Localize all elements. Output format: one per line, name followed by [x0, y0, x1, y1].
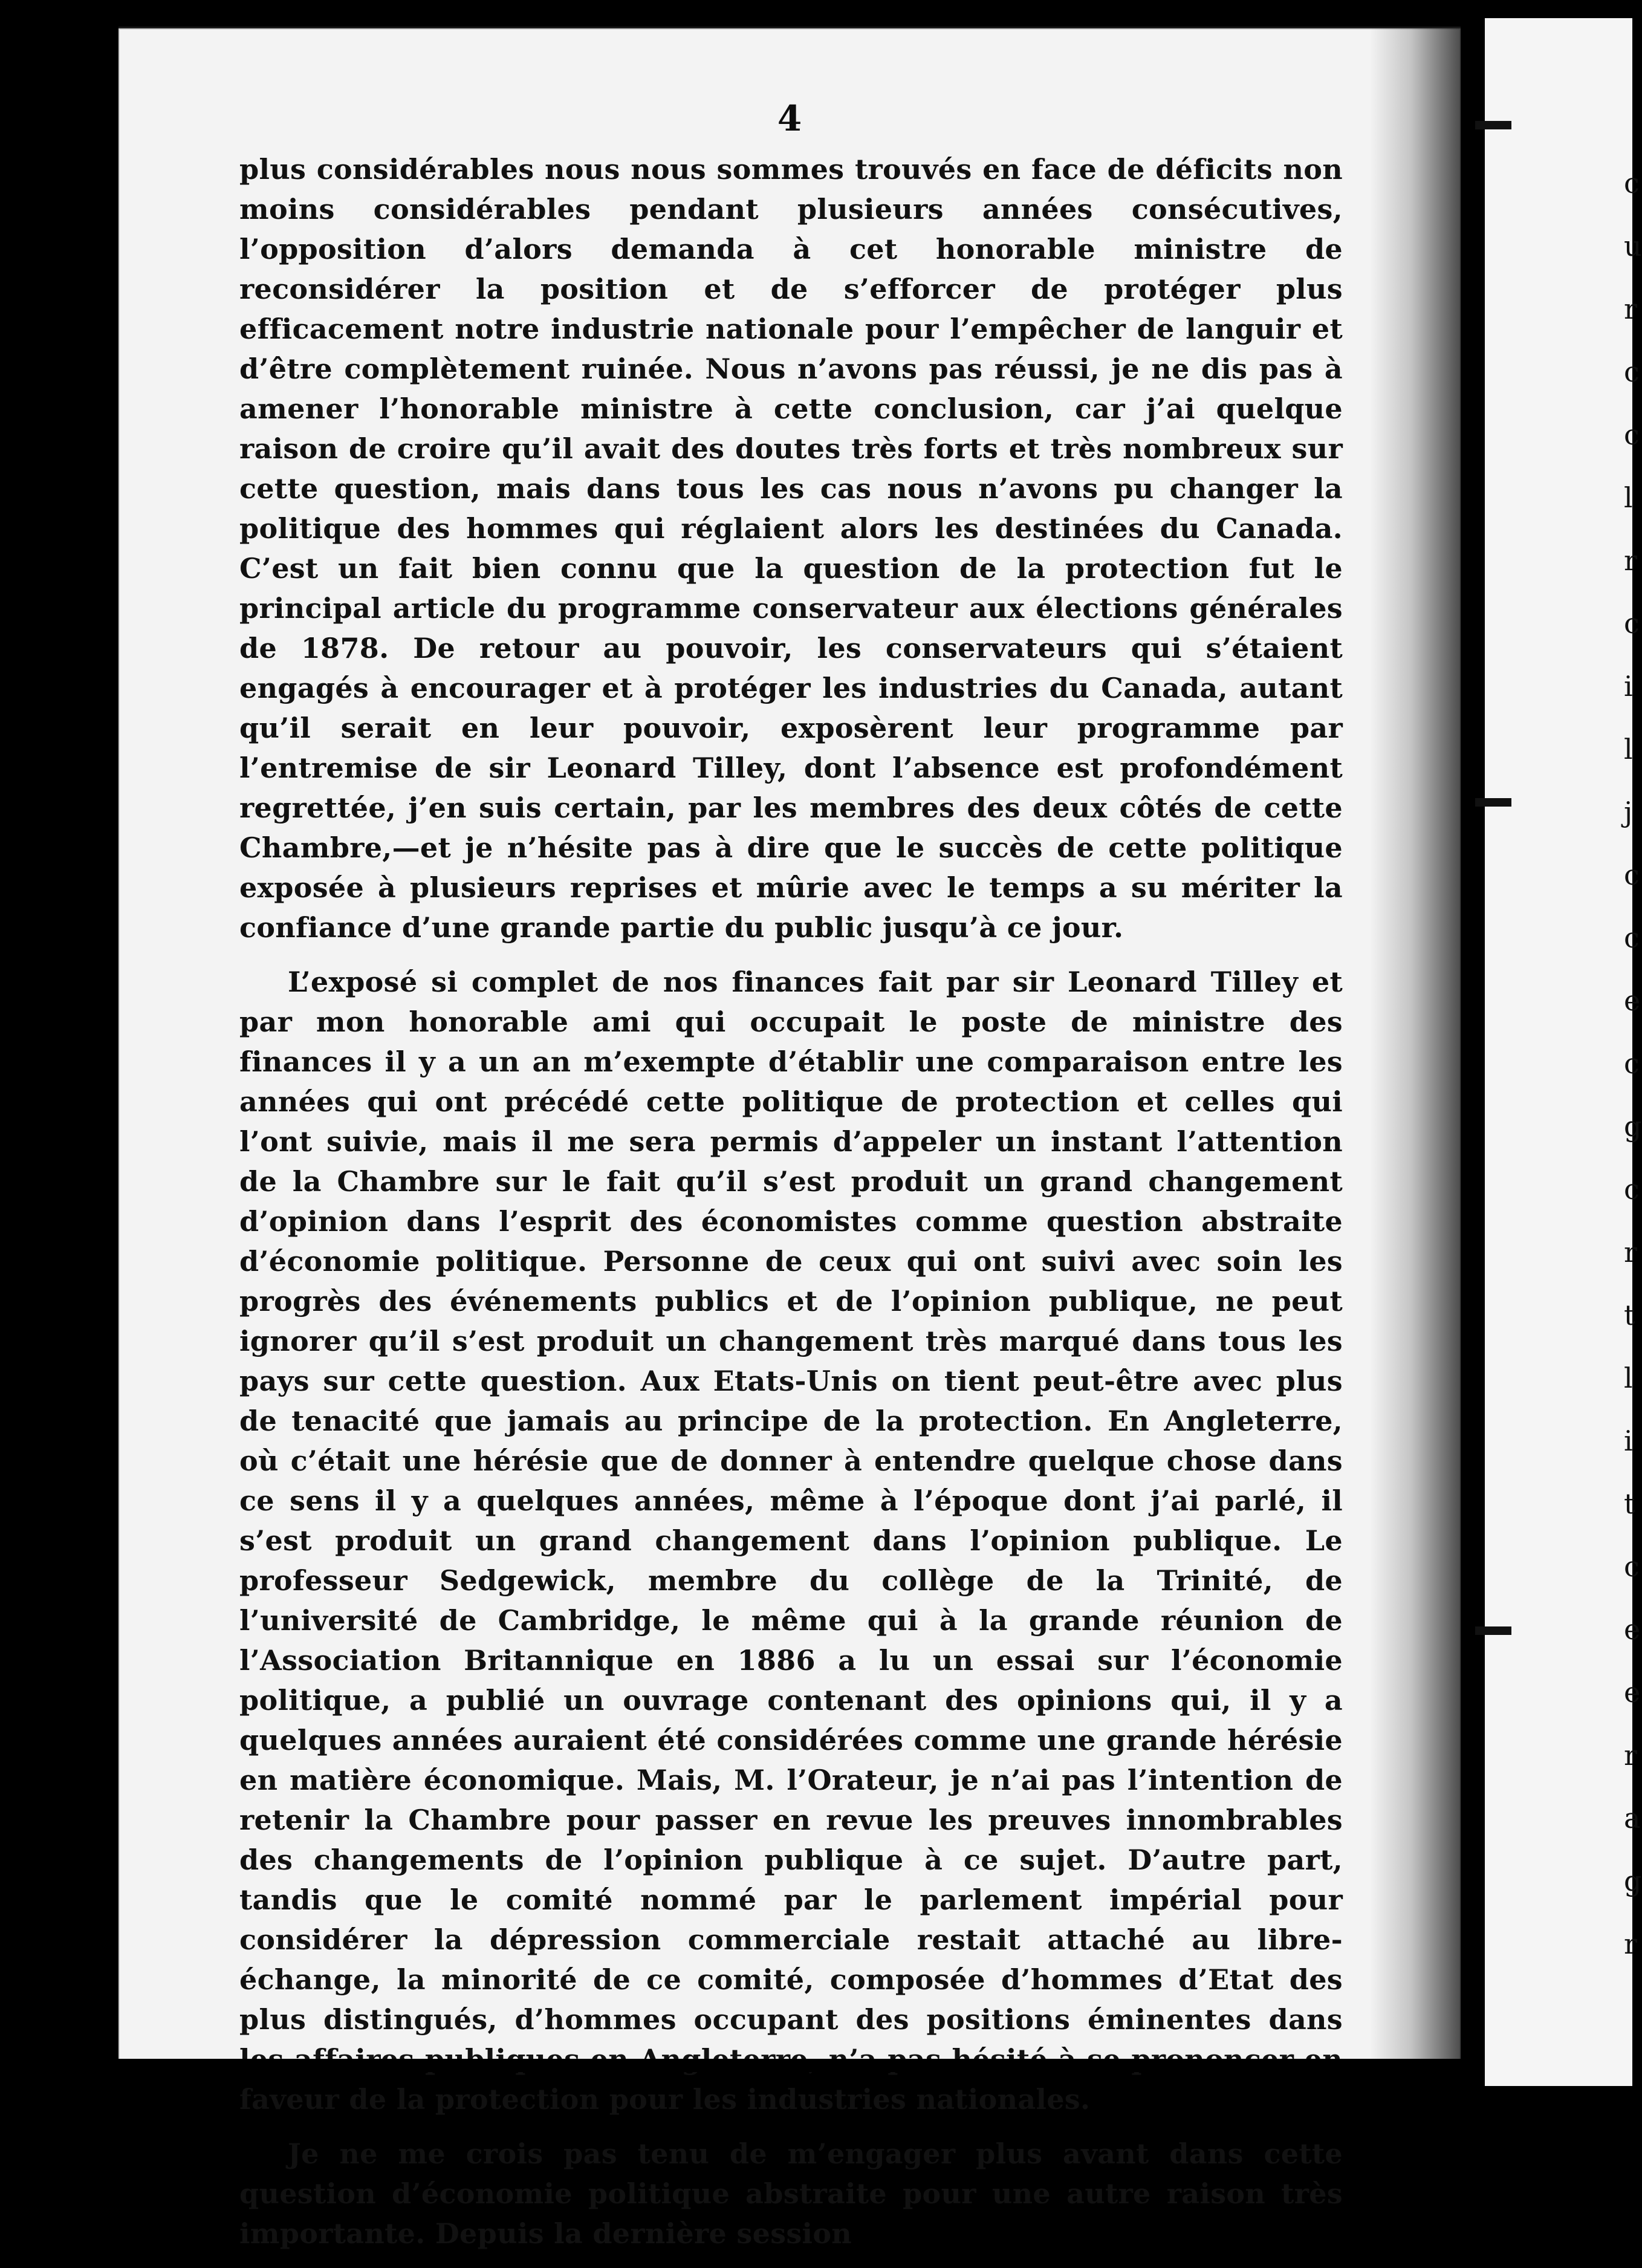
next-page-letter: i: [1624, 1425, 1633, 1457]
next-page-letter: g: [1624, 1865, 1642, 1897]
next-page-letter: r: [1624, 544, 1637, 577]
next-page-letter: u: [1624, 230, 1642, 262]
next-page-letter: c: [1624, 921, 1640, 954]
next-page-letter: c: [1624, 356, 1640, 388]
next-page-letter: c: [1624, 607, 1640, 640]
page-gutter: [1461, 0, 1485, 2099]
next-page-letter: c: [1624, 418, 1640, 451]
paragraph-2: L’exposé si complet de nos finances fait par sir Leonard Tilley et par mon honorable ami qui occupait le poste de ministre des finances il y a un an m’exempte d’établir une comparaison entre les années qui ont précédé cette politique de protection et celles qui l’ont suivie, mais il me sera permis d’appeler un instant l’attention de la Chambre sur le fait qu’il s’est produit un grand changement d’opinion dans l’esprit des économistes comme question abstraite d’économie politique. Personne de ceux qui ont suivi avec soin les progrès des événements publics et de l’opinion publique, ne peut ignorer qu’il s’est produit un changement très marqué dans tous les pays sur cette question. Aux Etats-Unis on tient peut-être avec plus de tenacité que jamais au principe de la protection. En Angleterre, où c’était une hérésie que de donner à entendre quelque chose dans ce sens il y a quelques années, même à l’époque dont j’ai parlé, il s’est produit un grand changement dans l’opinion publique. Le professeur Sedgewick, membre du collège de la Trinité, de l’université de Cambridge, le même qui à la grande réunion de l’Association Britannique en 1886 a lu un essai sur l’économie politique, a publié un ouvrage contenant des opinions qui, il y a quelques années auraient été considérées comme une grande hérésie en matière économique. Mais, M. l’Orateur, je n’ai pas l’intention de retenir la Chambre pour passer en revue les preuves innombrables des changements de l’opinion publique à ce sujet. D’autre part, tandis que le comité nommé par le parlement impérial pour considérer la dépression commerciale restait attaché au libre-échange, la minorité de ce comité, composée d’hommes d’Etat des plus distingués, d’hommes occupant des positions éminentes dans faveur de la protection pour les industries nationales.: [239, 966, 1343, 2116]
next-page-letter: r: [1624, 293, 1637, 325]
binding-clip: [1475, 798, 1511, 807]
next-page-letter: r: [1624, 1236, 1637, 1269]
next-page-letter: t: [1624, 1299, 1635, 1331]
next-page-letter: r: [1624, 1928, 1637, 1960]
paragraph-3: Je ne me crois pas tenu de m’engager plus avant dans cette question d’économie politique abstraite pour une autre raison très importante. Depuis la dernière session: [239, 2137, 1343, 2250]
next-page-letter: e: [1624, 1676, 1641, 1709]
next-page-letter: j: [1624, 796, 1633, 828]
page-number: 4: [777, 98, 802, 139]
next-page-edge: [1485, 18, 1642, 2086]
next-page-letter: e: [1624, 1613, 1641, 1646]
scanned-page: [118, 27, 1461, 2250]
next-page-letter: r: [1624, 1739, 1637, 1772]
body-text: [239, 149, 1343, 2268]
next-page-letter: c: [1624, 167, 1640, 200]
next-page-letter: g: [1624, 1110, 1642, 1143]
page-bottom-edge: [118, 2059, 1461, 2072]
next-page-letter: c: [1624, 1173, 1640, 1206]
next-page-letter: e: [1624, 984, 1641, 1017]
binding-clip: [1475, 1626, 1511, 1635]
paragraph-1: plus considérables nous nous sommes trouvés en face de déficits non moins considérables pendant plusieurs années consécutives, l’opposition d’alors demanda à cet honorable ministre de reconsidérer la position et de s’efforcer de protéger plus efficacement notre industrie nationale pour l’empêcher de languir et d’être complètement ruinée. Nous n’avons pas réussi, je ne dis pas à amener l’honorable ministre à cette conclusion, car j’ai quelque raison de croire qu’il avait des doutes très forts et très nombreux sur cette question, mais dans tous les cas nous n’avons pu changer la politique des hommes qui réglaient alors les destinées du Canada. C’est un fait bien connu que la question de la protection fut le principal article du programme conservateur aux élections générales de 1878. De retour au pouvoir, les conservateurs qui s’étaient engagés à encourager et à protéger les industries du Canada, autant qu’il serait en leur pouvoir, exposèrent leur programme par l’entremise de sir Leonard Tilley, dont l’absence est profondément regrettée, j’en suis certain, par les membres des deux côtés de cette Chambre,—et je n’hésite pas à dire que le succès de cette politique exposée à plusieurs reprises et mûrie avec le temps a su mériter la confiance d’une grande partie du public jusqu’à ce jour.: [239, 153, 1343, 944]
binding-shadow: [1370, 28, 1461, 2072]
next-page-letter: l: [1624, 733, 1633, 765]
next-page-letter: l: [1624, 1362, 1633, 1394]
next-page-letter: c: [1624, 859, 1640, 891]
next-page-letter: a: [1624, 1802, 1641, 1834]
next-page-letter: l: [1624, 481, 1633, 514]
next-page-letter: t: [1624, 1487, 1635, 1520]
binding-clip: [1475, 121, 1511, 129]
next-page-letter: i: [1624, 670, 1633, 703]
next-page-letter: c: [1624, 1550, 1640, 1583]
next-page-letter: c: [1624, 1047, 1640, 1080]
